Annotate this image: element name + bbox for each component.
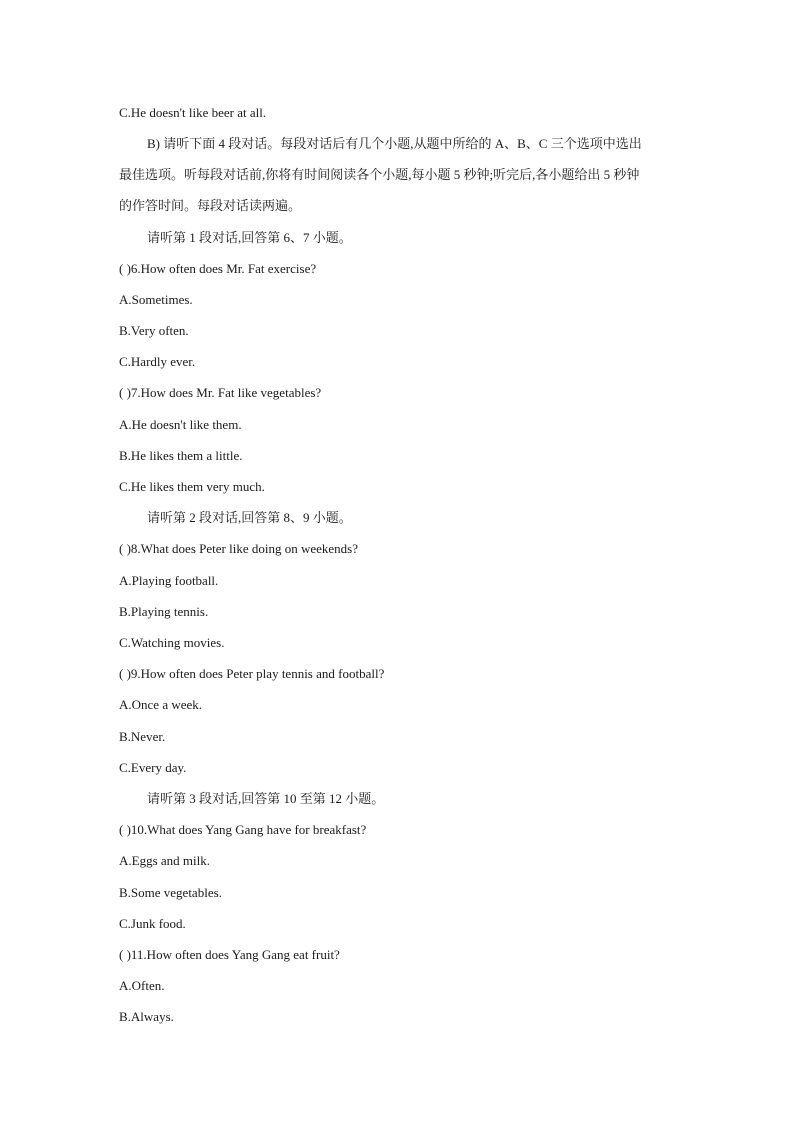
option-6c: C.Hardly ever. [119, 354, 196, 369]
section-b-instruction-line-2: 最佳选项。听每段对话前,你将有时间阅读各个小题,每小题 5 秒钟;听完后,各小题给出 5 秒钟 [119, 167, 640, 182]
dialogue-2-heading: 请听第 2 段对话,回答第 8、9 小题。 [147, 510, 352, 525]
option-9b: B.Never. [119, 729, 166, 744]
option-7a: A.He doesn't like them. [119, 417, 242, 432]
option-8a: A.Playing football. [119, 573, 219, 588]
section-b-instruction-line-1: B) 请听下面 4 段对话。每段对话后有几个小题,从题中所给的 A、B、C 三个选项中选出 [147, 136, 642, 151]
question-6: ( )6.How often does Mr. Fat exercise? [119, 261, 317, 276]
question-9: ( )9.How often does Peter play tennis and football? [119, 666, 385, 681]
question-7: ( )7.How does Mr. Fat like vegetables? [119, 385, 322, 400]
option-9a: A.Once a week. [119, 697, 203, 712]
question-10: ( )10.What does Yang Gang have for breakfast? [119, 822, 367, 837]
option-6a: A.Sometimes. [119, 292, 193, 307]
question-8: ( )8.What does Peter like doing on weekends? [119, 541, 358, 556]
option-10c: C.Junk food. [119, 916, 186, 931]
section-b-instruction-line-3: 的作答时间。每段对话读两遍。 [119, 198, 302, 213]
option-10b: B.Some vegetables. [119, 885, 222, 900]
dialogue-3-heading: 请听第 3 段对话,回答第 10 至第 12 小题。 [147, 791, 385, 806]
option-7c: C.He likes them very much. [119, 479, 265, 494]
option-7b: B.He likes them a little. [119, 448, 243, 463]
option-9c: C.Every day. [119, 760, 187, 775]
option-8c: C.Watching movies. [119, 635, 225, 650]
dialogue-1-heading: 请听第 1 段对话,回答第 6、7 小题。 [147, 230, 352, 245]
option-6b: B.Very often. [119, 323, 189, 338]
option-11b: B.Always. [119, 1009, 174, 1024]
question-11: ( )11.How often does Yang Gang eat fruit? [119, 947, 340, 962]
option-8b: B.Playing tennis. [119, 604, 209, 619]
option-10a: A.Eggs and milk. [119, 853, 210, 868]
option-11a: A.Often. [119, 978, 165, 993]
option-5c: C.He doesn't like beer at all. [119, 105, 267, 120]
